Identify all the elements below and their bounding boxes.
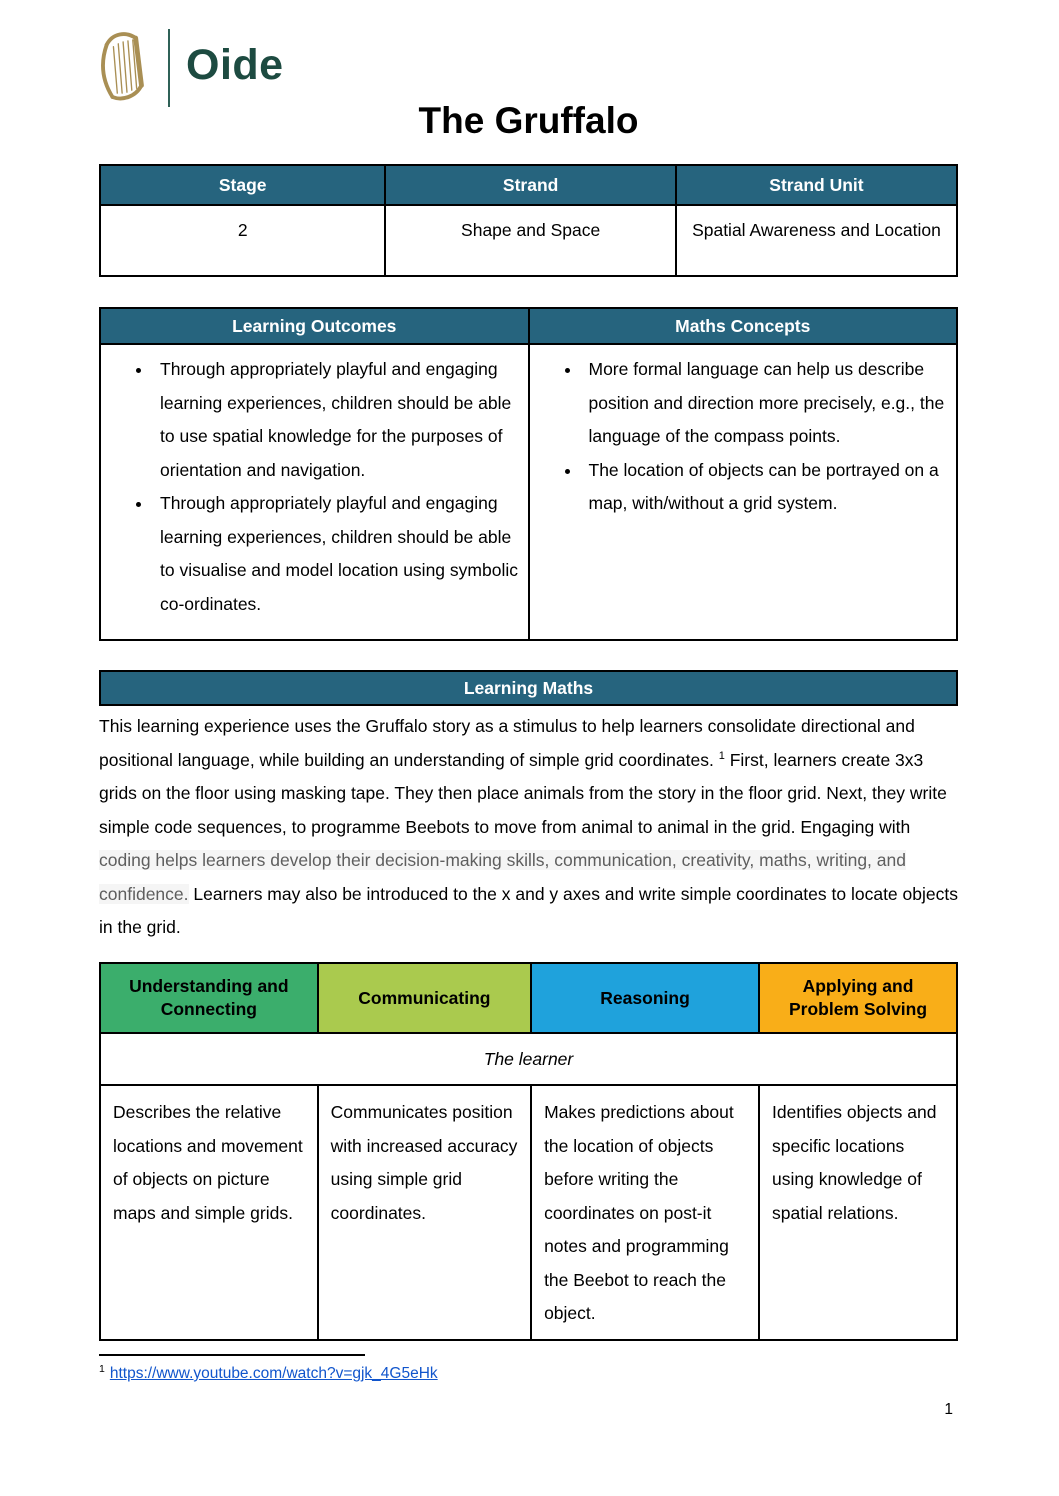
learning-outcomes-list (101, 353, 524, 621)
info-header-strand-unit: Strand Unit (676, 165, 957, 205)
footnote-line (99, 1363, 958, 1385)
learner-subheader: The learner (100, 1033, 957, 1085)
outcomes-body-row (100, 344, 957, 640)
paragraph-text: This learning experience uses the Gruffalo story as a stimulus to help learners consolidate directional and positional language, while building an understanding of simple grid coordinates. (99, 716, 915, 770)
maths-concepts-cell (529, 344, 958, 640)
skill-cell-communicating: Communicates position with increased accuracy using simple grid coordinates. (318, 1085, 531, 1340)
brand-name: Oide (186, 40, 284, 89)
list-item: • More formal language can help us describe position and direction more precisely, e.g., the language of the compass points. (582, 353, 953, 454)
muted-phrase: coding helps learners develop their decision-making skills, communication, creativity, maths, writing, and confidence. (99, 850, 906, 904)
list-item: • Through appropriately playful and engaging learning experiences, children should be able to visualise and model location using symbolic co-ordinates. (153, 487, 524, 621)
paragraph-text: First, learners create 3x3 grids on the floor using masking tape. They then place animals from the story in the floor grid. Next, they write simple code sequences, to programme Beebots to move from animal to animal in the grid. Engaging with (99, 749, 947, 837)
skill-header-reasoning: Reasoning (531, 963, 759, 1033)
maths-concepts-list (530, 353, 953, 521)
learner-row (100, 1033, 957, 1085)
logo-divider (168, 29, 170, 107)
paragraph-text: Learners may also be introduced to the x and y axes and write simple coordinates to locate objects in the grid. (99, 883, 958, 937)
harp-icon (97, 28, 155, 108)
outcomes-table (99, 307, 958, 641)
skills-header-row (100, 963, 957, 1033)
skill-header-applying-problem-solving: Applying and Problem Solving (759, 963, 957, 1033)
skills-content-row (100, 1085, 957, 1340)
skill-cell-understanding-connecting: Describes the relative locations and movement of objects on picture maps and simple grids. (100, 1085, 318, 1340)
info-table (99, 164, 958, 277)
info-table-header-row (100, 165, 957, 205)
skill-header-understanding-connecting: Understanding and Connecting (100, 963, 318, 1033)
info-value-strand: Shape and Space (385, 205, 676, 276)
footnote-marker-ref: 1 (718, 749, 725, 762)
info-header-strand: Strand (385, 165, 676, 205)
learning-maths-header: Learning Maths (99, 670, 958, 706)
footnote-link[interactable]: https://www.youtube.com/watch?v=gjk_4G5eHk (109, 1365, 438, 1382)
info-value-strand-unit: Spatial Awareness and Location (676, 205, 957, 276)
list-item: • Through appropriately playful and engaging learning experiences, children should be able to use spatial knowledge for the purposes of orientation and navigation. (153, 353, 524, 487)
outcomes-header-row (100, 308, 957, 344)
skill-cell-applying-problem-solving: Identifies objects and specific locations using knowledge of spatial relations. (759, 1085, 957, 1340)
info-table-value-row (100, 205, 957, 276)
learning-outcomes-cell (100, 344, 529, 640)
outcomes-header-learning-outcomes: Learning Outcomes (100, 308, 529, 344)
skill-header-communicating: Communicating (318, 963, 531, 1033)
skills-table (99, 962, 958, 1341)
learning-maths-paragraph (99, 710, 958, 945)
footnote (99, 1354, 958, 1385)
info-value-stage: 2 (100, 205, 385, 276)
skill-cell-reasoning: Makes predictions about the location of objects before writing the coordinates on post-it notes and programming the Beebot to reach the object. (531, 1085, 759, 1340)
page-number: 1 (944, 1401, 953, 1418)
footnote-divider (99, 1354, 365, 1356)
info-header-stage: Stage (100, 165, 385, 205)
list-item: • The location of objects can be portrayed on a map, with/without a grid system. (582, 454, 953, 521)
footnote-marker: 1 (99, 1362, 105, 1375)
oide-logo (97, 26, 284, 110)
page-title: The Gruffalo (418, 100, 639, 141)
outcomes-header-maths-concepts: Maths Concepts (529, 308, 958, 344)
